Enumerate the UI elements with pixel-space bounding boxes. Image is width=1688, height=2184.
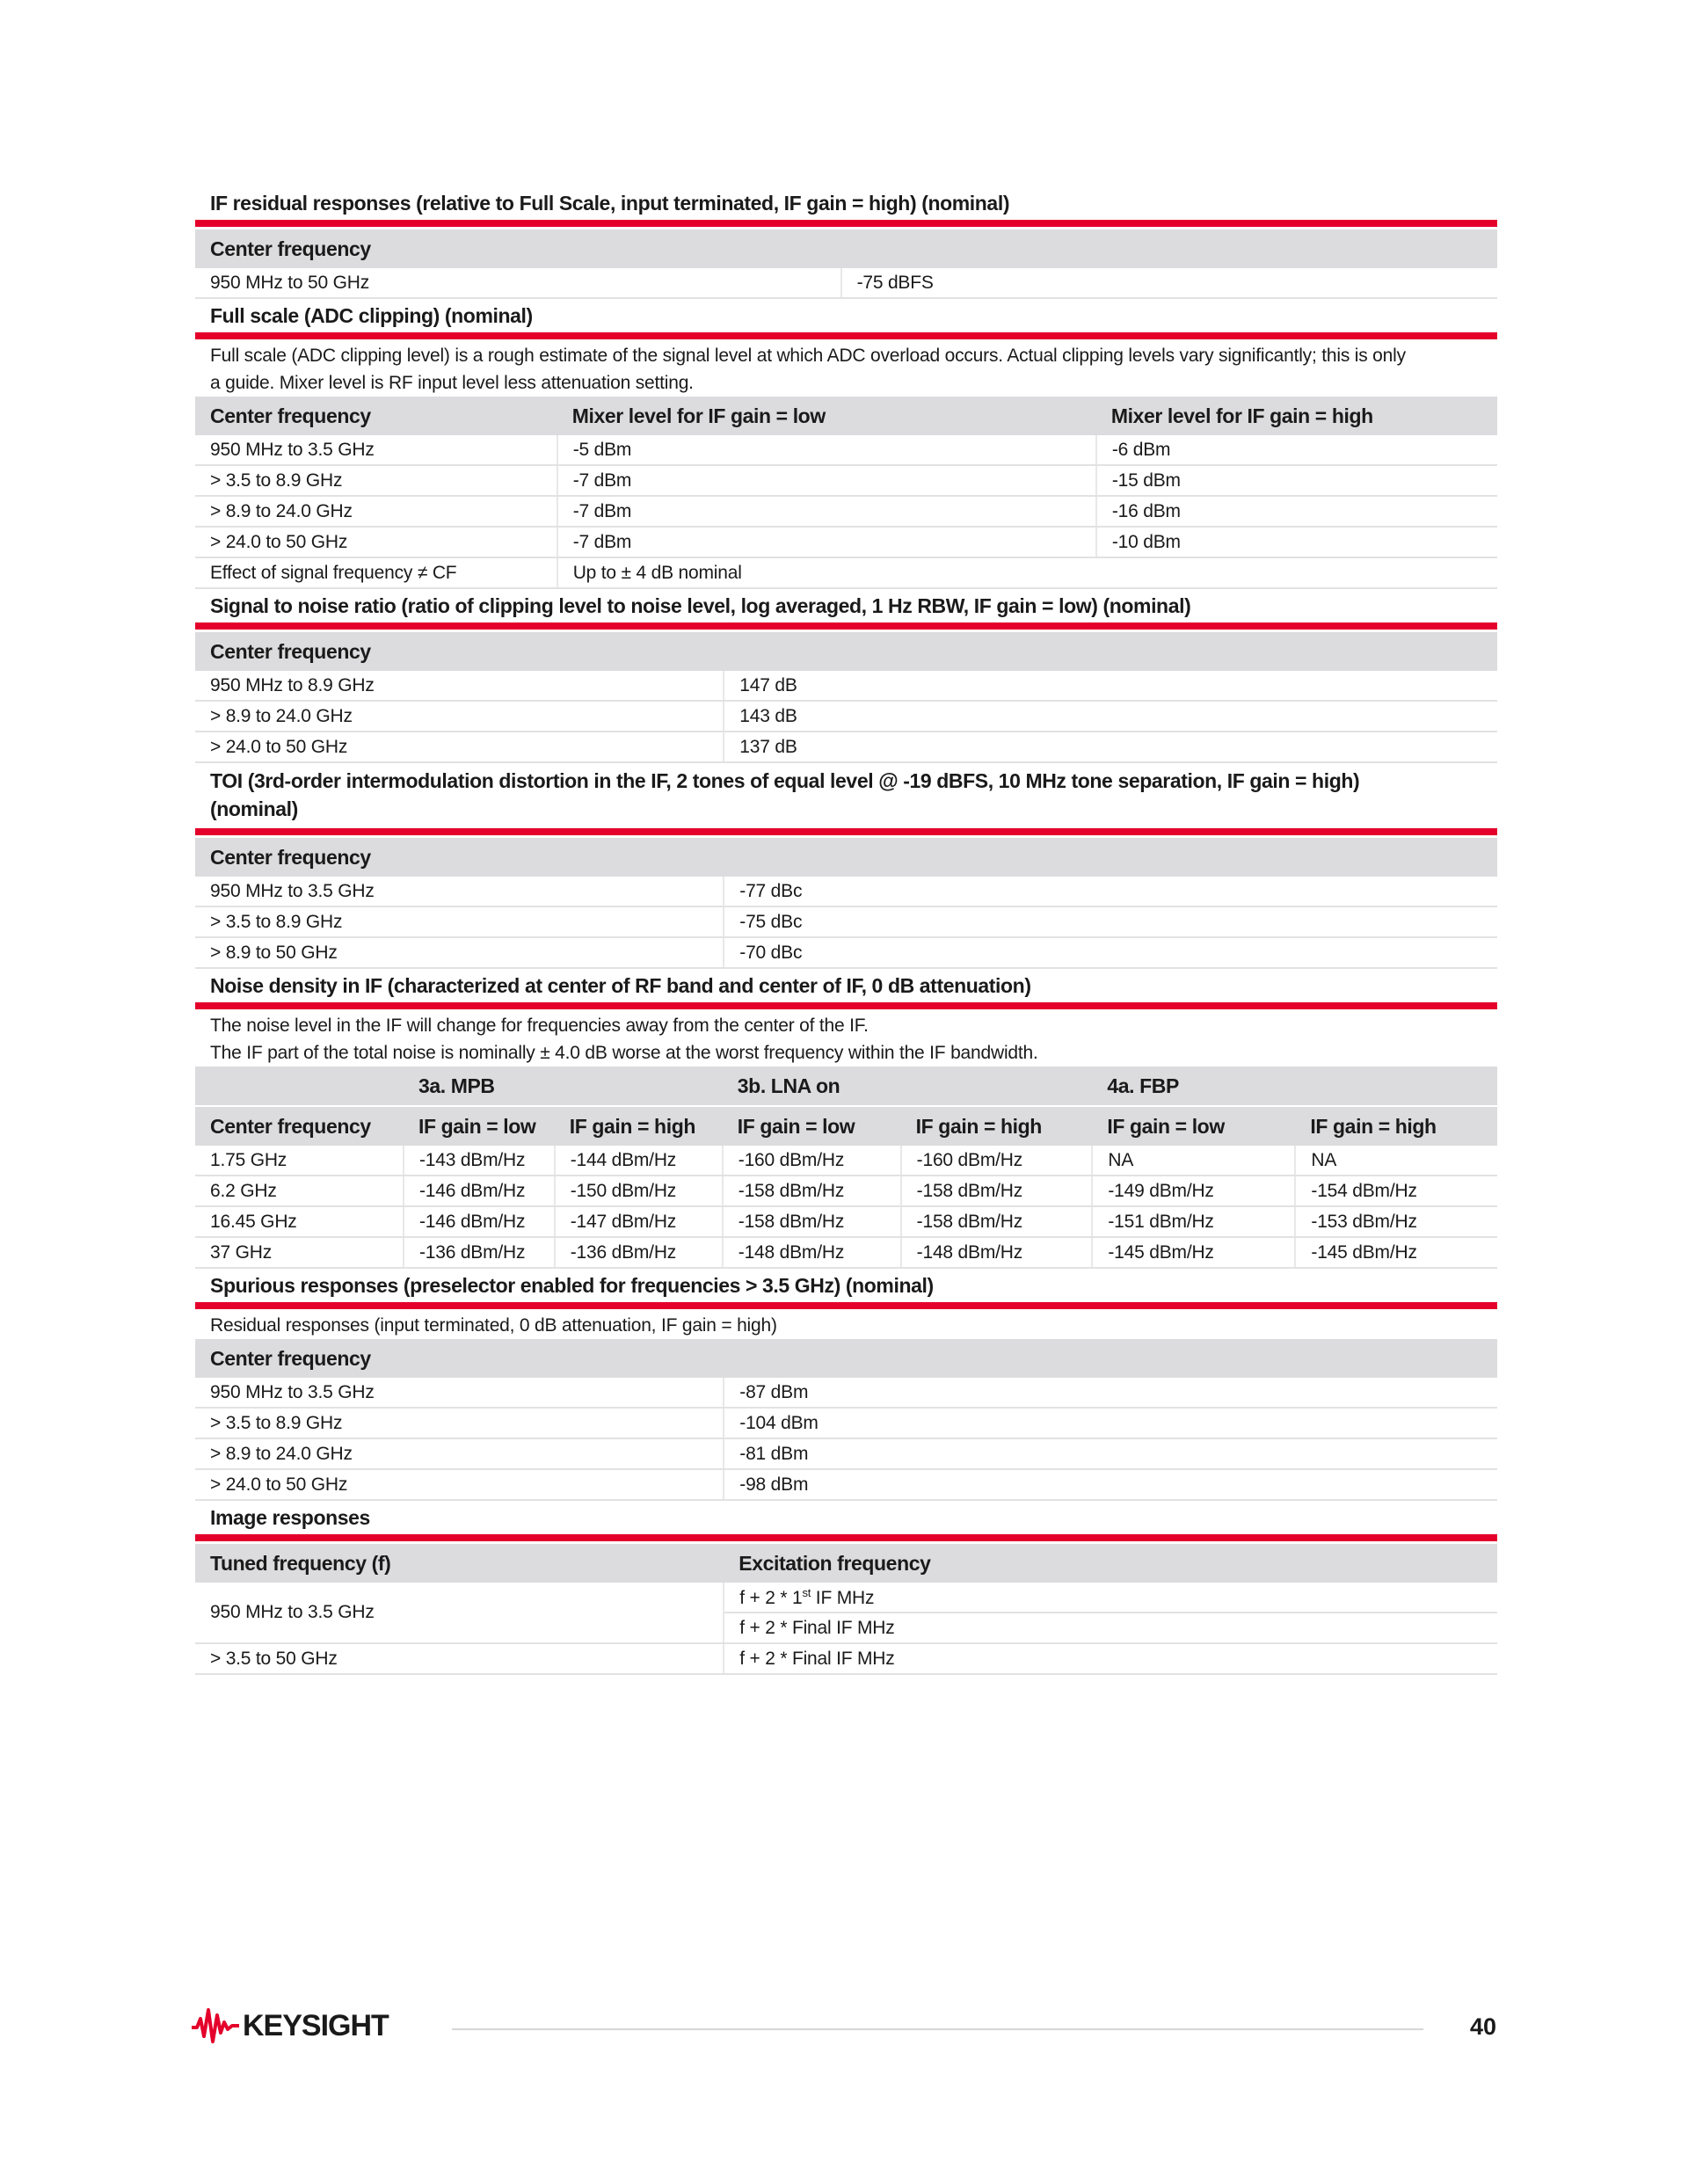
- cell: 950 MHz to 3.5 GHz: [195, 1583, 724, 1643]
- keysight-wave-icon: [192, 2006, 239, 2045]
- cell: -158 dBm/Hz: [901, 1206, 1093, 1237]
- cell: > 24.0 to 50 GHz: [195, 732, 724, 762]
- cell: -7 dBm: [557, 527, 1096, 557]
- table-row: [195, 1146, 1497, 1176]
- cell: > 8.9 to 50 GHz: [195, 937, 724, 968]
- table-row: [195, 1438, 1497, 1469]
- cell: > 24.0 to 50 GHz: [195, 1469, 724, 1500]
- cell: -15 dBm: [1096, 465, 1497, 496]
- cell: -149 dBm/Hz: [1092, 1176, 1295, 1206]
- cell: f + 2 * Final IF MHz: [724, 1643, 1497, 1674]
- cell: -75 dBFS: [841, 268, 1497, 298]
- title-line: TOI (3rd-order intermodulation distortion in the IF, 2 tones of equal level @ -19 dBFS, 10 MHz tone separation, IF gain = high): [210, 769, 1360, 792]
- para-line: a guide. Mixer level is RF input level less attenuation setting.: [210, 373, 694, 393]
- full-scale-description: [195, 342, 1497, 397]
- residual-responses-note: Residual responses (input terminated, 0 dB attenuation, IF gain = high): [210, 1315, 777, 1336]
- cell: -147 dBm/Hz: [555, 1206, 723, 1237]
- col-header: [724, 632, 1497, 671]
- cell: > 3.5 to 50 GHz: [195, 1643, 724, 1674]
- snr-table: [195, 632, 1497, 763]
- cell: -154 dBm/Hz: [1295, 1176, 1497, 1206]
- table-row: [195, 1237, 1497, 1268]
- cell: -146 dBm/Hz: [404, 1176, 555, 1206]
- table-row: [195, 268, 1497, 298]
- col-header: Excitation frequency: [724, 1544, 1497, 1583]
- cell: > 3.5 to 8.9 GHz: [195, 906, 724, 937]
- col-header: Center frequency: [195, 838, 724, 877]
- col-header: [724, 838, 1497, 877]
- group-header: 4a. FBP: [1092, 1067, 1497, 1106]
- cell: -7 dBm: [557, 465, 1096, 496]
- section-title-toi: [195, 763, 1497, 828]
- cell: -148 dBm/Hz: [901, 1237, 1093, 1268]
- logo-text: KEYSIGHT: [243, 2008, 389, 2042]
- cell: -7 dBm: [557, 496, 1096, 527]
- cell: -143 dBm/Hz: [404, 1146, 555, 1176]
- col-header: IF gain = high: [555, 1106, 723, 1146]
- cell: 950 MHz to 3.5 GHz: [195, 435, 557, 465]
- col-header: [841, 229, 1497, 268]
- cell: -160 dBm/Hz: [723, 1146, 901, 1176]
- cell: -151 dBm/Hz: [1092, 1206, 1295, 1237]
- divider: [195, 828, 1497, 835]
- section-title-if-residual: IF residual responses (relative to Full Scale, input terminated, IF gain = high) (nominal): [210, 192, 1010, 215]
- footer-rule: [452, 2028, 1423, 2030]
- text: IF MHz: [811, 1587, 875, 1608]
- cell: 16.45 GHz: [195, 1206, 404, 1237]
- cell: 950 MHz to 50 GHz: [195, 268, 841, 298]
- col-header: [195, 1067, 404, 1106]
- cell: 137 dB: [724, 732, 1497, 762]
- table-row: [195, 671, 1497, 701]
- if-residual-table: [195, 229, 1497, 299]
- para-line: The noise level in the IF will change for frequencies away from the center of the IF.: [210, 1016, 869, 1036]
- table-row: [195, 1583, 1497, 1613]
- col-header: [724, 1339, 1497, 1378]
- keysight-logo: [192, 2006, 389, 2045]
- divider: [195, 1302, 1497, 1309]
- table-row: [195, 701, 1497, 732]
- cell: -98 dBm: [724, 1469, 1497, 1500]
- full-scale-table: [195, 397, 1497, 589]
- spurious-table: [195, 1339, 1497, 1501]
- cell: 143 dB: [724, 701, 1497, 732]
- superscript: st: [802, 1585, 811, 1599]
- table-row: [195, 1176, 1497, 1206]
- table-row: [195, 1469, 1497, 1500]
- cell: -158 dBm/Hz: [723, 1176, 901, 1206]
- cell: -5 dBm: [557, 435, 1096, 465]
- table-row: [195, 732, 1497, 762]
- cell: -136 dBm/Hz: [404, 1237, 555, 1268]
- divider: [195, 332, 1497, 339]
- cell: -158 dBm/Hz: [723, 1206, 901, 1237]
- col-header: Tuned frequency (f): [195, 1544, 724, 1583]
- cell: -6 dBm: [1096, 435, 1497, 465]
- cell: Up to ± 4 dB nominal: [557, 557, 1497, 588]
- cell: 147 dB: [724, 671, 1497, 701]
- group-header: 3b. LNA on: [723, 1067, 1093, 1106]
- cell: [724, 1583, 1497, 1613]
- table-row: [195, 906, 1497, 937]
- col-header: Mixer level for IF gain = low: [557, 397, 1096, 435]
- cell: > 8.9 to 24.0 GHz: [195, 496, 557, 527]
- table-row: [195, 465, 1497, 496]
- cell: Effect of signal frequency ≠ CF: [195, 557, 557, 588]
- col-header: IF gain = low: [404, 1106, 555, 1146]
- divider: [195, 1002, 1497, 1009]
- col-header: Center frequency: [195, 397, 557, 435]
- divider: [195, 220, 1497, 227]
- para-line: Full scale (ADC clipping level) is a rough estimate of the signal level at which ADC overload occurs. Actual clipping levels vary significantly; this is only: [210, 346, 1406, 366]
- page-content: [195, 186, 1497, 1675]
- cell: > 3.5 to 8.9 GHz: [195, 1408, 724, 1438]
- para-line: The IF part of the total noise is nominally ± 4.0 dB worse at the worst frequency within the IF bandwidth.: [210, 1043, 1038, 1063]
- noise-density-description: [195, 1012, 1497, 1067]
- cell: NA: [1092, 1146, 1295, 1176]
- section-title-full-scale: Full scale (ADC clipping) (nominal): [210, 304, 533, 327]
- section-title-noise-density: Noise density in IF (characterized at center of RF band and center of IF, 0 dB attenuation): [210, 974, 1031, 997]
- noise-density-table: [195, 1067, 1497, 1269]
- cell: -16 dBm: [1096, 496, 1497, 527]
- table-row: [195, 527, 1497, 557]
- table-row: [195, 877, 1497, 906]
- table-row: [195, 1378, 1497, 1408]
- cell: 950 MHz to 3.5 GHz: [195, 877, 724, 906]
- cell: -160 dBm/Hz: [901, 1146, 1093, 1176]
- table-row: [195, 557, 1497, 588]
- table-row: [195, 496, 1497, 527]
- cell: -158 dBm/Hz: [901, 1176, 1093, 1206]
- cell: 950 MHz to 3.5 GHz: [195, 1378, 724, 1408]
- col-header: Center frequency: [195, 632, 724, 671]
- cell: -145 dBm/Hz: [1295, 1237, 1497, 1268]
- table-row: [195, 1206, 1497, 1237]
- section-title-image-responses: Image responses: [210, 1506, 370, 1529]
- cell: > 8.9 to 24.0 GHz: [195, 1438, 724, 1469]
- col-header: IF gain = low: [723, 1106, 901, 1146]
- title-line: (nominal): [210, 797, 298, 820]
- cell: > 24.0 to 50 GHz: [195, 527, 557, 557]
- cell: -70 dBc: [724, 937, 1497, 968]
- cell: -150 dBm/Hz: [555, 1176, 723, 1206]
- cell: -81 dBm: [724, 1438, 1497, 1469]
- cell: -77 dBc: [724, 877, 1497, 906]
- table-row: [195, 1643, 1497, 1674]
- section-title-spurious: Spurious responses (preselector enabled for frequencies > 3.5 GHz) (nominal): [210, 1274, 934, 1297]
- cell: 6.2 GHz: [195, 1176, 404, 1206]
- col-header: Center frequency: [195, 1339, 724, 1378]
- cell: f + 2 * Final IF MHz: [724, 1613, 1497, 1643]
- col-header: Center frequency: [195, 1106, 404, 1146]
- col-header: Center frequency: [195, 229, 841, 268]
- cell: 1.75 GHz: [195, 1146, 404, 1176]
- cell: 950 MHz to 8.9 GHz: [195, 671, 724, 701]
- toi-table: [195, 838, 1497, 969]
- cell: -144 dBm/Hz: [555, 1146, 723, 1176]
- divider: [195, 1534, 1497, 1541]
- col-header: IF gain = high: [901, 1106, 1093, 1146]
- cell: -136 dBm/Hz: [555, 1237, 723, 1268]
- cell: -75 dBc: [724, 906, 1497, 937]
- cell: -146 dBm/Hz: [404, 1206, 555, 1237]
- col-header: IF gain = high: [1295, 1106, 1497, 1146]
- group-header: 3a. MPB: [404, 1067, 723, 1106]
- divider: [195, 622, 1497, 630]
- cell: > 3.5 to 8.9 GHz: [195, 465, 557, 496]
- cell: NA: [1295, 1146, 1497, 1176]
- cell: -104 dBm: [724, 1408, 1497, 1438]
- table-row: [195, 435, 1497, 465]
- cell: -153 dBm/Hz: [1295, 1206, 1497, 1237]
- cell: -10 dBm: [1096, 527, 1497, 557]
- text: f + 2 * 1: [739, 1587, 803, 1608]
- col-header: Mixer level for IF gain = high: [1096, 397, 1497, 435]
- cell: -145 dBm/Hz: [1092, 1237, 1295, 1268]
- image-responses-table: [195, 1544, 1497, 1675]
- cell: 37 GHz: [195, 1237, 404, 1268]
- section-title-snr: Signal to noise ratio (ratio of clipping level to noise level, log averaged, 1 Hz RBW, IF gain = low) (nominal): [210, 594, 1191, 617]
- cell: -87 dBm: [724, 1378, 1497, 1408]
- cell: -148 dBm/Hz: [723, 1237, 901, 1268]
- table-row: [195, 937, 1497, 968]
- page-number: 40: [1470, 2013, 1497, 2040]
- table-row: [195, 1408, 1497, 1438]
- col-header: IF gain = low: [1092, 1106, 1295, 1146]
- cell: > 8.9 to 24.0 GHz: [195, 701, 724, 732]
